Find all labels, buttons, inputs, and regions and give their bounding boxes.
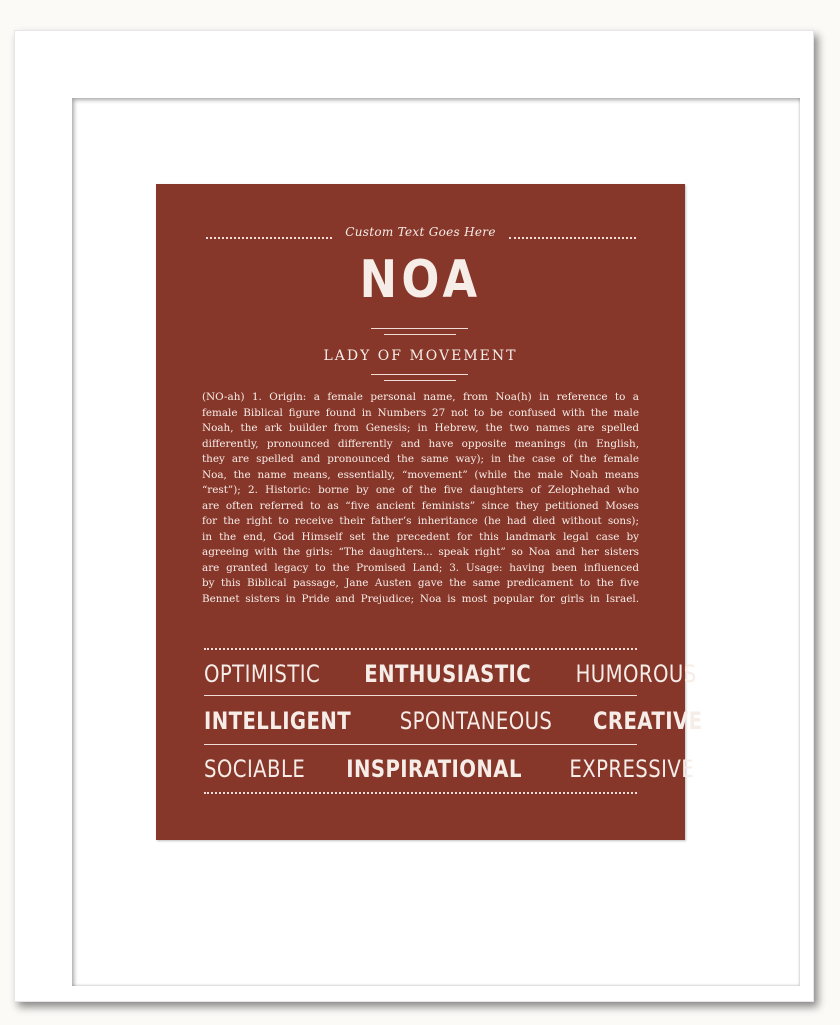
- name-title: NOA: [359, 250, 482, 310]
- definition-line: in the end, God Himself set the precedent for this landmark legal case by: [202, 530, 639, 543]
- definition-line: for the right to receive their father’s inheritance (he had died without sons);: [202, 515, 639, 527]
- definition-line: by this Biblical passage, Jane Austen gave the same predicament to the five: [202, 577, 639, 589]
- rule-top-2: [384, 334, 456, 335]
- trait: OPTIMISTIC: [204, 660, 321, 688]
- trait: INTELLIGENT: [204, 707, 352, 735]
- trait-separator-2: [204, 744, 637, 745]
- name-definition: [202, 390, 639, 607]
- custom-text: Custom Text Goes Here: [345, 225, 496, 239]
- definition-line: are often referred to as “five ancient feminists” since they petitioned Moses: [202, 499, 639, 512]
- trait: HUMOROUS: [575, 660, 697, 688]
- definition-line: (NO-ah) 1. Origin: a female personal name, from Noa(h) in reference to a: [202, 391, 639, 403]
- definition-line: they are spelled and pronounced the same way); in the case of the female: [202, 453, 639, 465]
- trait: SPONTANEOUS: [400, 707, 553, 735]
- definition-line: Noa, the name means, essentially, “movement” (while the male Noah means: [202, 468, 639, 481]
- trait-row-3: [204, 749, 694, 789]
- trait: INSPIRATIONAL: [346, 755, 523, 783]
- rule-bottom-2: [384, 380, 456, 381]
- rule-top-1: [371, 328, 468, 329]
- name-meaning: LADY OF MOVEMENT: [323, 348, 518, 364]
- definition-line: female Biblical figure found in Numbers 27 not to be confused with the male: [202, 406, 639, 419]
- trait-row-1: [204, 654, 697, 694]
- dotted-divider-traits-bottom: [204, 792, 637, 794]
- definition-line: agreeing with the girls: “The daughters... speak right” so Noa and her sisters: [202, 546, 639, 558]
- trait-separator-1: [204, 695, 637, 696]
- trait: ENTHUSIASTIC: [363, 660, 531, 688]
- definition-line: Bennet sisters in Pride and Prejudice; Noa is most popular for girls in Israel.: [202, 592, 639, 605]
- rule-bottom-1: [371, 374, 468, 375]
- name-print-panel: [156, 184, 703, 840]
- trait-row-2: [204, 701, 703, 741]
- trait: SOCIABLE: [204, 755, 306, 783]
- definition-line: are granted legacy to the Promised Land; 3. Usage: having been influenced: [202, 561, 639, 574]
- definition-line: Noah, the ark builder from Genesis; in Hebrew, the two names are spelled: [202, 422, 639, 434]
- dotted-divider-traits-top: [204, 648, 637, 650]
- trait: EXPRESSIVE: [568, 755, 694, 783]
- definition-line: “rest”); 2. Historic: borne by one of the five daughters of Zelophehad who: [202, 484, 639, 496]
- definition-line: differently, pronounced differently and have opposite meanings (in English,: [202, 437, 639, 450]
- dotted-divider-right: [509, 237, 636, 239]
- trait: CREATIVE: [593, 707, 703, 735]
